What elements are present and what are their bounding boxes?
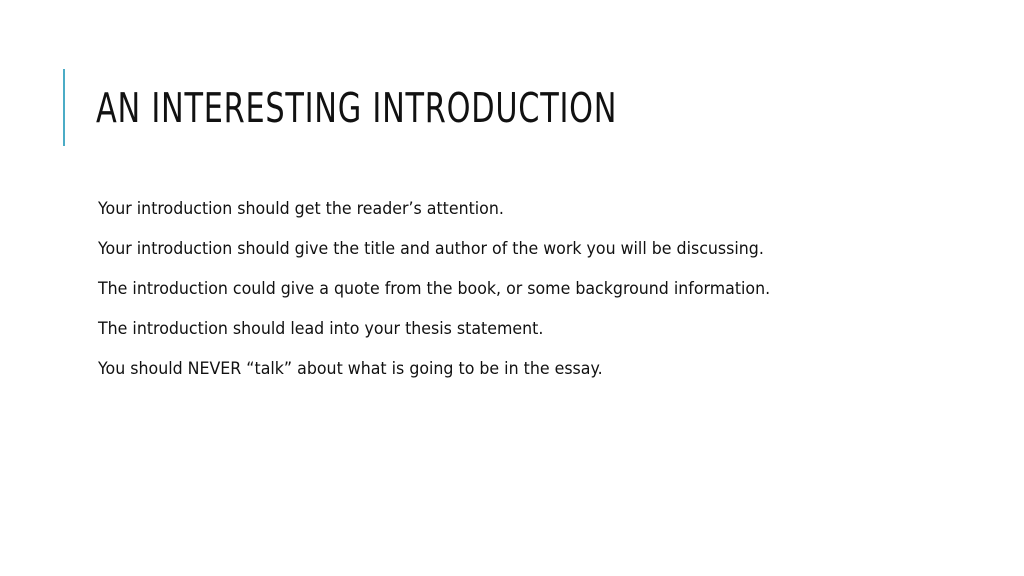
body-line: The introduction could give a quote from the book, or some background information. (98, 279, 771, 299)
slide-title: AN INTERESTING INTRODUCTION (96, 84, 618, 132)
body-line: The introduction should lead into your thesis statement. (98, 319, 544, 339)
body-line: Your introduction should get the reader’s attention. (98, 199, 504, 219)
body-line: Your introduction should give the title and author of the work you will be discussing. (98, 239, 764, 259)
body-text-list (98, 196, 821, 396)
body-line: You should NEVER “talk” about what is going to be in the essay. (98, 359, 603, 379)
title-accent-bar (63, 69, 65, 146)
